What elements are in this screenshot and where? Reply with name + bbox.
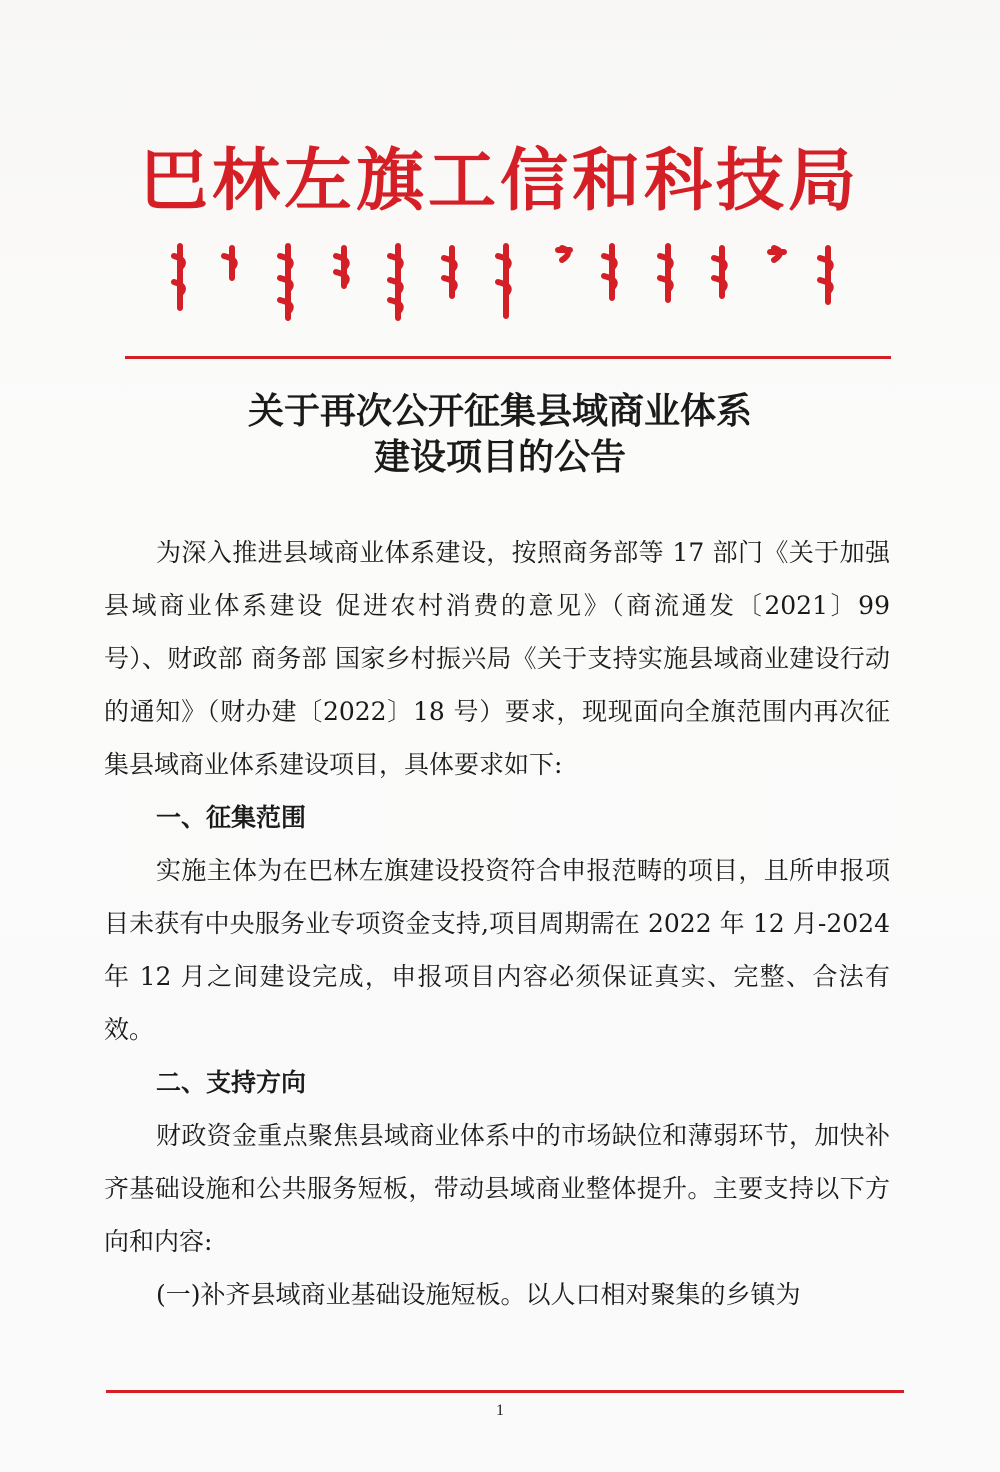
document-title bbox=[0, 388, 1000, 480]
intro-paragraph: 为深入推进县域商业体系建设，按照商务部等 17 部门《关于加强县域商业体系建设 促进农村消费的意见》（商流通发〔2021〕99 号）、财政部 商务部 国家乡村振兴局《关于支持实施县域商业建设行动的通知》（财办建〔2022〕18 号）要求，现现面向全旗范围内再次征集县域商业体系建设项目，具体要求如下: bbox=[104, 538, 890, 779]
direction-item-1: (一)补齐县域商业基础设施短板。以人口相对聚集的乡镇为 bbox=[156, 1280, 801, 1309]
document-body bbox=[104, 526, 890, 1321]
section-heading-direction: 二、支持方向 bbox=[156, 1068, 307, 1097]
scope-paragraph: 实施主体为在巴林左旗建设投资符合申报范畴的项目，且所申报项目未获有中央服务业专项资金支持,项目周期需在 2022 年 12 月-2024 年 12 月之间建设完成，申报项目内容必须保证真实、完整、合法有效。 bbox=[104, 856, 890, 1044]
page-number: 1 bbox=[496, 1402, 504, 1419]
section-heading-scope: 一、征集范围 bbox=[156, 803, 307, 832]
document-title-line-1: 关于再次公开征集县域商业体系 bbox=[247, 390, 752, 432]
direction-paragraph: 财政资金重点聚焦县域商业体系中的市场缺位和薄弱环节，加快补齐基础设施和公共服务短板，带动县域商业整体提升。主要支持以下方向和内容: bbox=[104, 1121, 890, 1256]
document-title-line-2: 建设项目的公告 bbox=[373, 436, 626, 478]
footer-divider bbox=[106, 1390, 904, 1393]
mongolian-script-graphic bbox=[160, 238, 850, 324]
letterhead-org-name: 巴林左旗工信和科技局 bbox=[139, 142, 860, 221]
letterhead-divider bbox=[125, 356, 891, 359]
